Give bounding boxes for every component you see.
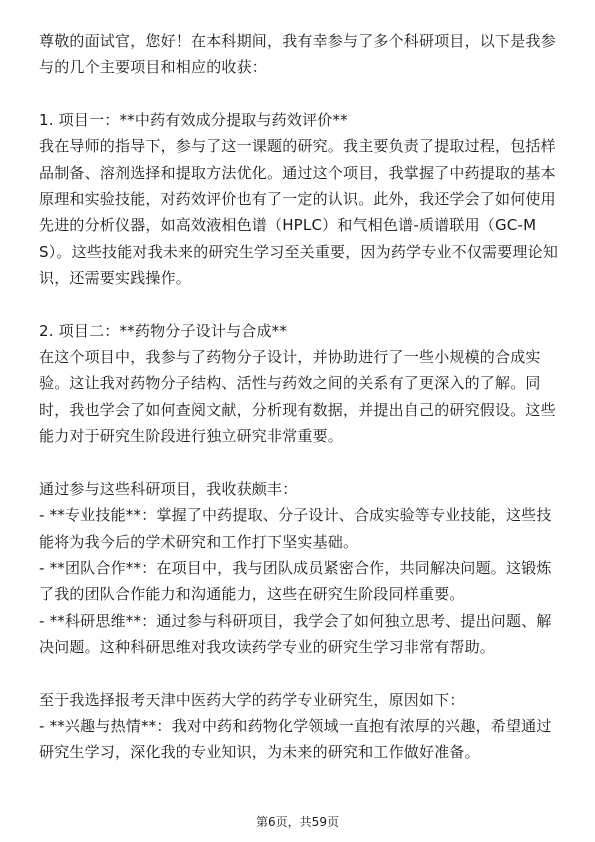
gains-item-teamwork: - **团队合作**：在项目中，我与团队成员紧密合作，共同解决问题。这锻炼了我的团队合作能力和沟通能力，这些在研究生阶段同样重要。 <box>39 558 552 604</box>
gains-item-professional-skills: - **专业技能**：掌握了中药提取、分子设计、合成实验等专业技能，这些技能将为我今后的学术研究和工作打下坚实基础。 <box>39 506 552 551</box>
project1-body: 我在导师的指导下，参与了这一课题的研究。我主要负责了提取过程，包括样品制备、溶剂选择和提取方法优化。通过这个项目，我掌握了中药提取的基本原理和实验技能，对药效评价也有了一定的认识。此外，我还学会了如何使用先进的分析仪器，如高效液相色谱（HPLC）和气相色谱-质谱联用（GC-MS）。这些技能对我未来的研究生学习至关重要，因为药学专业不仅需要理论知识，还需要实践操作。 <box>39 137 559 288</box>
spacer <box>39 661 564 687</box>
spacer <box>39 81 564 107</box>
project1-heading: 1. 项目一：**中药有效成分提取与药效评价** <box>39 110 348 129</box>
reasons-heading: 至于我选择报考天津中医药大学的药学专业研究生，原因如下： <box>39 690 465 709</box>
intro-paragraph: 尊敬的面试官，您好！在本科期间，我有幸参与了多个科研项目，以下是我参与的几个主要项目和相应的收获： <box>39 32 556 77</box>
project2-body: 在这个项目中，我参与了药物分子设计，并协助进行了一些小规模的合成实验。这让我对药物分子结构、活性与药效之间的关系有了更深入的了解。同时，我也学会了如何查阅文献，分析现有数据，并提出自己的研究假设。这些能力对于研究生阶段进行独立研究非常重要。 <box>39 348 556 446</box>
spacer <box>39 292 564 318</box>
document-body <box>39 28 564 766</box>
spacer <box>39 450 564 476</box>
gains-heading: 通过参与这些科研项目，我收获颇丰： <box>39 479 298 498</box>
reasons-item-interest: - **兴趣与热情**：我对中药和药物化学领域一直抱有浓厚的兴趣，希望通过研究生学习，深化我的专业知识，为未来的研究和工作做好准备。 <box>39 716 552 762</box>
gains-item-research-thinking: - **科研思维**：通过参与科研项目，我学会了如何独立思考、提出问题、解决问题。这种科研思维对我攻读药学专业的研究生学习非常有帮助。 <box>39 611 552 657</box>
page-number: 第6页，共59页 <box>256 815 339 829</box>
project2-heading: 2. 项目二：**药物分子设计与合成** <box>39 321 288 340</box>
